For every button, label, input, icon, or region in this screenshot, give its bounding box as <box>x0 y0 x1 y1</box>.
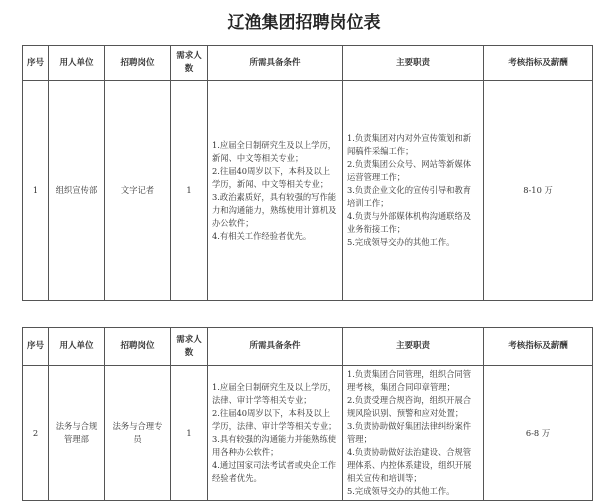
requirement-item: 2.往届40周岁以下，本科及以上学历，新闻、中文等相关专业； <box>212 165 331 189</box>
header-unit: 用人单位 <box>49 328 105 366</box>
header-count: 需求人数 <box>171 46 208 81</box>
job-unit: 法务与合规管理部 <box>49 366 105 501</box>
header-no: 序号 <box>23 328 49 366</box>
requirement-item: 3.具有较强的沟通能力并能熟练使用各种办公软件； <box>212 434 337 457</box>
job-position: 文字记者 <box>105 81 171 301</box>
duty-item: 3.负责企业文化的宣传引导和教育培训工作； <box>347 185 472 208</box>
job-no: 2 <box>23 366 49 501</box>
duty-item: 2.负责集团公众号、网站等新媒体运营管理工作； <box>347 159 472 182</box>
requirement-item: 2.往届40周岁以下，本科及以上学历，法律、审计学等相关专业； <box>212 408 337 431</box>
duty-item: 3.负责协助做好集团法律纠纷案件管理； <box>347 421 472 444</box>
header-duties: 主要职责 <box>343 46 484 81</box>
job-unit: 组织宣传部 <box>49 81 105 301</box>
job-table-2 <box>22 327 593 501</box>
header-count: 需求人数 <box>171 328 208 366</box>
header-salary: 考核指标及薪酬 <box>484 328 593 366</box>
job-count: 1 <box>171 81 208 301</box>
requirement-item: 4.有相关工作经验者优先。 <box>212 230 312 241</box>
header-no: 序号 <box>23 46 49 81</box>
job-count: 1 <box>171 366 208 501</box>
duty-item: 4.负责与外部媒体机构沟通联络及业务衔接工作； <box>347 211 472 234</box>
requirement-item: 4.通过国家司法考试者或央企工作经验者优先。 <box>212 460 337 483</box>
duty-item: 4.负责协助做好法治建设、合规管理体系、内控体系建设，组织开展相关宣传和培训等； <box>347 447 472 483</box>
duty-item: 1.负责集团合同管理，组织合同管理考核，集团合同印章管理； <box>347 369 472 392</box>
job-table-1 <box>22 45 593 301</box>
job-duties <box>343 366 484 501</box>
table-header-row <box>23 46 593 81</box>
header-position: 招聘岗位 <box>105 46 171 81</box>
duty-item: 5.完成领导交办的其他工作。 <box>347 486 455 496</box>
job-no: 1 <box>23 81 49 301</box>
header-salary: 考核指标及薪酬 <box>484 46 593 81</box>
header-duties: 主要职责 <box>343 328 484 366</box>
table-row <box>23 81 593 301</box>
job-position: 法务与合理专员 <box>105 366 171 501</box>
table-header-row <box>23 328 593 366</box>
requirement-item: 1.应届全日制研究生及以上学历，新闻、中文等相关专业； <box>212 139 337 163</box>
requirement-item: 1.应届全日制研究生及以上学历，法律、审计学等相关专业； <box>212 382 337 405</box>
job-salary: 8-10 万 <box>484 81 593 301</box>
duty-item: 5.完成领导交办的其他工作。 <box>347 237 455 247</box>
job-requirements <box>208 366 343 501</box>
header-requirements: 所需具备条件 <box>208 328 343 366</box>
duty-item: 2.负责受理合规咨询，组织开展合规风险识别、预警和应对处置； <box>347 395 472 418</box>
requirement-item: 3.政治素质好，具有较强的写作能力和沟通能力，熟练使用计算机及办公软件； <box>212 191 337 228</box>
duty-item: 1.负责集团对内对外宣传策划和新闻稿件采编工作； <box>347 133 472 156</box>
job-requirements <box>208 81 343 301</box>
job-salary: 6-8 万 <box>484 366 593 501</box>
table-row <box>23 366 593 501</box>
header-position: 招聘岗位 <box>105 328 171 366</box>
header-requirements: 所需具备条件 <box>208 46 343 81</box>
page-title: 辽渔集团招聘岗位表 <box>227 13 381 33</box>
header-unit: 用人单位 <box>49 46 105 81</box>
job-duties <box>343 81 484 301</box>
